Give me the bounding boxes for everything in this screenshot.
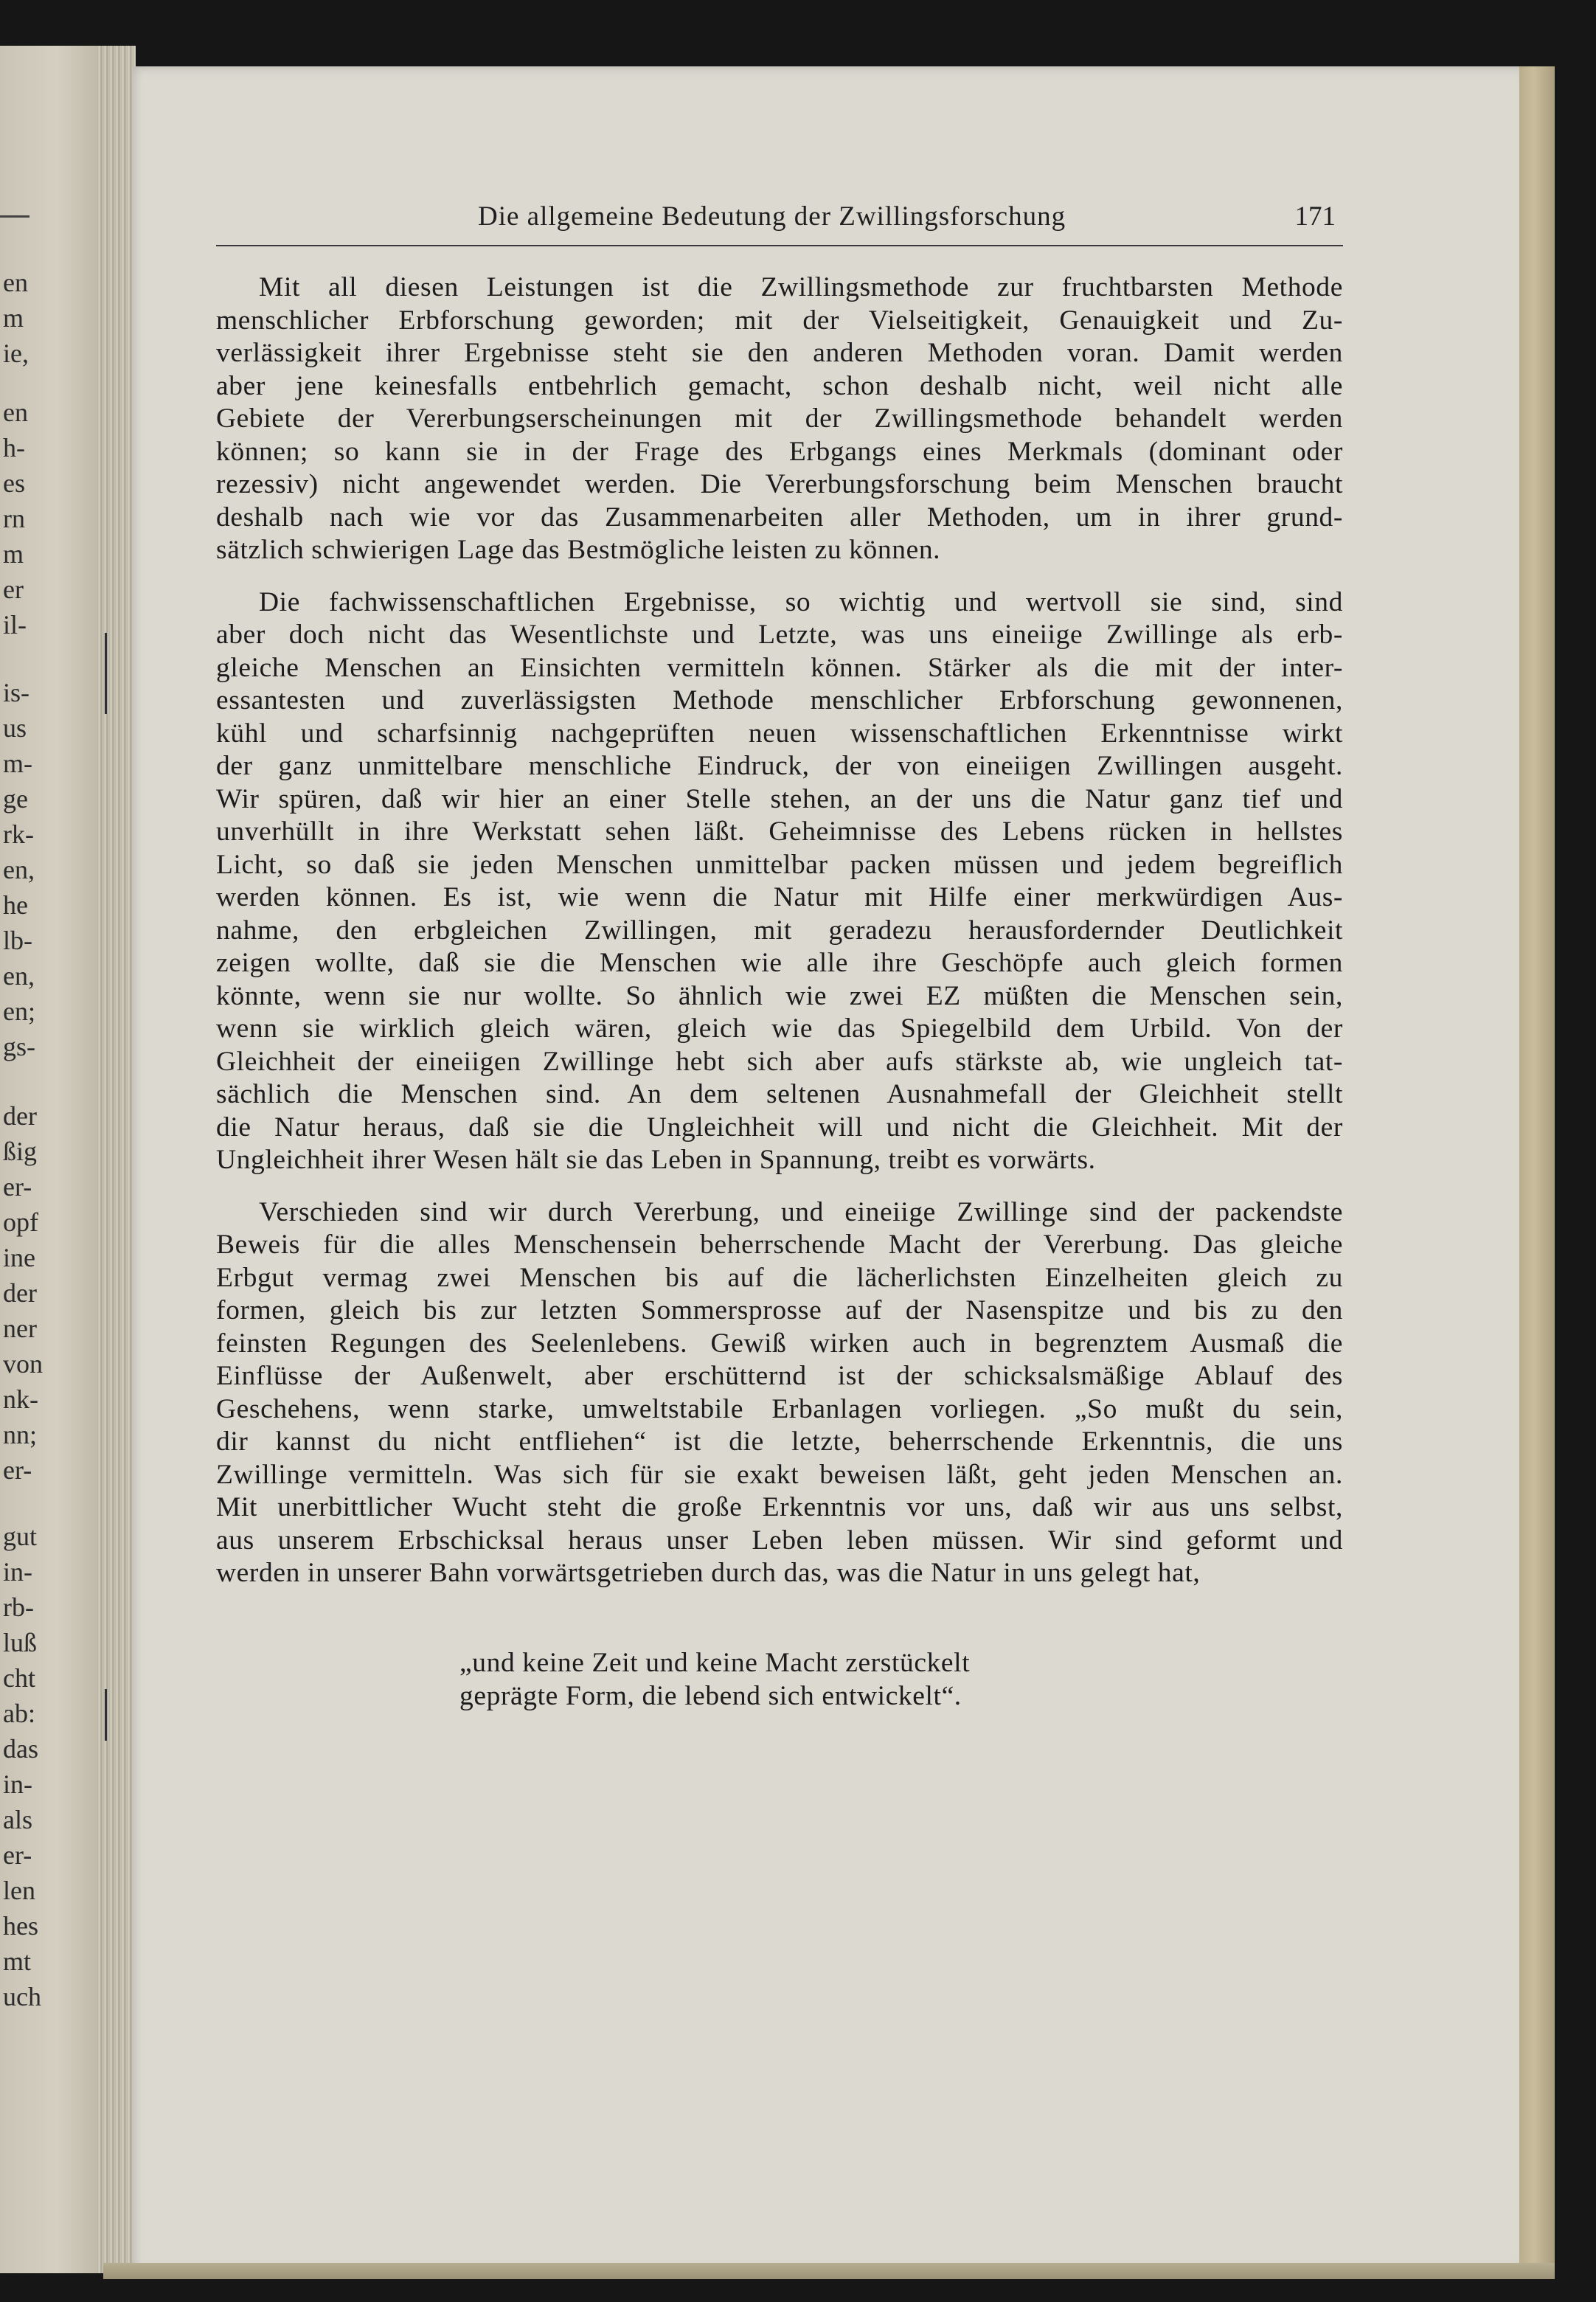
text-line: aber jene keinesfalls entbehrlich gemacht, schon deshalb nicht, weil nicht alle xyxy=(216,370,1343,401)
facing-page-fragment: das xyxy=(3,1734,38,1764)
text-line: kühl und scharfsinnig nachgeprüften neuen wissenschaftlichen Erkenntnisse wirkt xyxy=(216,718,1343,749)
facing-page-fragment: luß xyxy=(3,1628,38,1657)
facing-page-fragment: il- xyxy=(3,610,27,639)
text-line: werden in unserer Bahn vorwärtsgetrieben durch das, was die Natur in uns gelegt hat, xyxy=(216,1558,1201,1588)
text-line: aus unserem Erbschicksal heraus unser Leben leben müssen. Wir sind geformt und xyxy=(216,1525,1343,1556)
text-line: der ganz unmittelbare menschliche Eindruck, der von eineiigen Zwillingen ausgeht. xyxy=(216,751,1343,781)
text-line: Geschehens, wenn starke, umweltstabile Erbanlagen vorliegen. „So mußt du sein, xyxy=(216,1393,1343,1424)
facing-page-fragment: us xyxy=(3,713,27,743)
text-line: Wir spüren, daß wir hier an einer Stelle stehen, an der uns die Natur ganz tief und xyxy=(216,783,1343,814)
text-line: Gebiete der Vererbungserscheinungen mit der Zwillingsmethode behandelt werden xyxy=(216,403,1343,434)
text-line: sächlich die Menschen sind. An dem seltenen Ausnahmefall der Gleichheit stellt xyxy=(216,1079,1343,1109)
facing-page-fragment: er- xyxy=(3,1455,32,1485)
text-line: zeigen wollte, daß sie die Menschen wie alle ihre Geschöpfe auch gleich formen xyxy=(216,948,1343,978)
facing-page-fragment: ab: xyxy=(3,1699,35,1728)
facing-page-fragment: als xyxy=(3,1805,32,1834)
cover-edge xyxy=(1519,66,1555,2275)
facing-page-fragment: en, xyxy=(3,855,35,884)
text-line: Einflüsse der Außenwelt, aber erschütternd ist der schicksalsmäßige Ablauf des xyxy=(216,1361,1343,1391)
margin-mark xyxy=(105,1689,107,1741)
text-line: essantesten und zuverlässigsten Methode menschlicher Erbforschung gewonnenen, xyxy=(216,685,1343,715)
text-line: deshalb nach wie vor das Zusammenarbeiten aller Methoden, um in ihrer grund- xyxy=(216,502,1343,533)
facing-page-fragment: ner xyxy=(3,1314,37,1343)
facing-page-fragment: es xyxy=(3,468,25,498)
facing-page-rule xyxy=(0,215,30,218)
facing-page-fragment: ine xyxy=(3,1243,35,1272)
page-number: 171 xyxy=(1294,201,1336,232)
header-title: Die allgemeine Bedeutung der Zwillingsforschung xyxy=(478,201,1066,232)
verse-line: „und keine Zeit und keine Macht zerstückelt xyxy=(459,1648,971,1678)
facing-page-fragment: in- xyxy=(3,1557,32,1587)
text-line: gleiche Menschen an Einsichten vermitteln können. Stärker als die mit der inter- xyxy=(216,652,1343,683)
text-line: rezessiv) nicht angewendet werden. Die Vererbungsforschung beim Menschen braucht xyxy=(216,469,1343,499)
text-line: formen, gleich bis zur letzten Sommersprosse auf der Nasenspitze und bis zu den xyxy=(216,1295,1343,1325)
facing-page-fragment: opf xyxy=(3,1207,38,1237)
body-text xyxy=(216,271,1343,1609)
facing-page-fragment: nn; xyxy=(3,1420,38,1449)
facing-page-fragment: mt xyxy=(3,1946,32,1976)
facing-page-fragment: en xyxy=(3,398,28,427)
facing-page-fragment: en xyxy=(3,268,28,297)
facing-page-fragment: rn xyxy=(3,504,25,533)
facing-page-fragment: len xyxy=(3,1876,35,1905)
facing-page-fragment: lb- xyxy=(3,926,32,955)
bottom-edge xyxy=(103,2263,1555,2279)
facing-page-fragment: h- xyxy=(3,433,25,462)
facing-page-fragment: rk- xyxy=(3,819,34,849)
facing-page-fragment: er xyxy=(3,575,24,604)
facing-page-fragment: ie, xyxy=(3,339,29,368)
text-line: unverhüllt in ihre Werkstatt sehen läßt. Geheimnisse des Lebens rücken in hellstes xyxy=(216,817,1343,847)
facing-page-fragment: gs- xyxy=(3,1032,35,1061)
text-line: wenn sie wirklich gleich wären, gleich wie das Spiegelbild dem Urbild. Von der xyxy=(216,1013,1343,1044)
facing-page-fragment: in- xyxy=(3,1769,32,1799)
text-line: nahme, den erbgleichen Zwillingen, mit geradezu herausfordernder Deutlichkeit xyxy=(216,915,1343,946)
text-line: Verschieden sind wir durch Vererbung, und eineiige Zwillinge sind der packendste xyxy=(259,1196,1343,1227)
facing-page-fragment: er- xyxy=(3,1840,32,1870)
page-edges xyxy=(97,46,136,2273)
text-line: Gleichheit der eineiigen Zwillinge hebt sich aber aufs stärkste ab, wie ungleich tat- xyxy=(216,1046,1343,1077)
facing-page-fragment: m- xyxy=(3,749,32,778)
facing-page-fragment: m xyxy=(3,539,24,569)
text-line: Erbgut vermag zwei Menschen bis auf die lächerlichsten Einzelheiten gleich zu xyxy=(216,1262,1343,1293)
facing-page-fragment: is- xyxy=(3,678,30,707)
facing-page-fragment: der xyxy=(3,1278,37,1308)
text-line: Mit all diesen Leistungen ist die Zwillingsmethode zur fruchtbarsten Methode xyxy=(259,272,1343,302)
paragraph xyxy=(216,271,1343,567)
running-head xyxy=(216,201,1343,246)
text-line: werden können. Es ist, wie wenn die Natur mit Hilfe einer merkwürdigen Aus- xyxy=(216,882,1343,912)
facing-page-fragment: er- xyxy=(3,1172,32,1202)
facing-page-fragment: en; xyxy=(3,996,35,1026)
paragraph xyxy=(216,1196,1343,1590)
text-line: Licht, so daß sie jeden Menschen unmittelbar packen müssen und jedem begreiflich xyxy=(216,849,1343,880)
facing-page-fragment: ge xyxy=(3,784,28,814)
facing-page-fragment: gut xyxy=(3,1522,38,1551)
text-line: verlässigkeit ihrer Ergebnisse steht sie den anderen Methoden voran. Damit werden xyxy=(216,338,1343,368)
text-line: aber doch nicht das Wesentlichste und Letzte, was uns eineiige Zwillinge als erb- xyxy=(216,620,1343,650)
verse-quote xyxy=(459,1646,970,1713)
facing-page-fragment: en, xyxy=(3,961,35,991)
text-line: menschlicher Erbforschung geworden; mit der Vielseitigkeit, Genauigkeit und Zu- xyxy=(216,305,1343,336)
facing-page xyxy=(0,46,103,2273)
text-line: Beweis für die alles Menschensein beherrschende Macht der Vererbung. Das gleiche xyxy=(216,1230,1343,1260)
text-line: können; so kann sie in der Frage des Erbgangs eines Merkmals (dominant oder xyxy=(216,436,1343,467)
facing-page-fragment: uch xyxy=(3,1982,41,2011)
text-line: Mit unerbittlicher Wucht steht die große Erkenntnis vor uns, daß wir aus uns selbst, xyxy=(216,1492,1343,1522)
text-line: dir kannst du nicht entfliehen“ ist die letzte, beherrschende Erkenntnis, die uns xyxy=(216,1426,1343,1457)
facing-page-fragment: he xyxy=(3,890,28,920)
text-line: Ungleichheit ihrer Wesen hält sie das Leben in Spannung, treibt es vorwärts. xyxy=(216,1145,1096,1175)
text-line: Die fachwissenschaftlichen Ergebnisse, so wichtig und wertvoll sie sind, sind xyxy=(259,586,1343,617)
facing-page-fragment: der xyxy=(3,1101,37,1131)
facing-page-fragment: rb- xyxy=(3,1592,34,1622)
verse-line: geprägte Form, die lebend sich entwickelt“. xyxy=(459,1681,962,1711)
facing-page-fragment: ßig xyxy=(3,1137,38,1166)
text-line: sätzlich schwierigen Lage das Bestmögliche leisten zu können. xyxy=(216,535,941,565)
margin-mark xyxy=(105,633,107,714)
facing-page-fragment: von xyxy=(3,1349,43,1379)
facing-page-fragment: cht xyxy=(3,1663,35,1693)
facing-page-fragment: hes xyxy=(3,1911,38,1941)
facing-page-fragment: m xyxy=(3,303,24,333)
text-line: könnte, wenn sie nur wollte. So ähnlich wie zwei EZ müßten die Menschen sein, xyxy=(216,980,1343,1011)
text-line: feinsten Regungen des Seelenlebens. Gewiß wirken auch in begrenztem Ausmaß die xyxy=(216,1328,1343,1359)
facing-page-fragment: nk- xyxy=(3,1384,38,1414)
paragraph xyxy=(216,586,1343,1177)
text-line: Zwillinge vermitteln. Was sich für sie exakt beweisen läßt, geht jeden Menschen an. xyxy=(216,1459,1343,1490)
text-line: die Natur heraus, daß sie die Ungleichheit will und nicht die Gleichheit. Mit der xyxy=(216,1112,1343,1143)
